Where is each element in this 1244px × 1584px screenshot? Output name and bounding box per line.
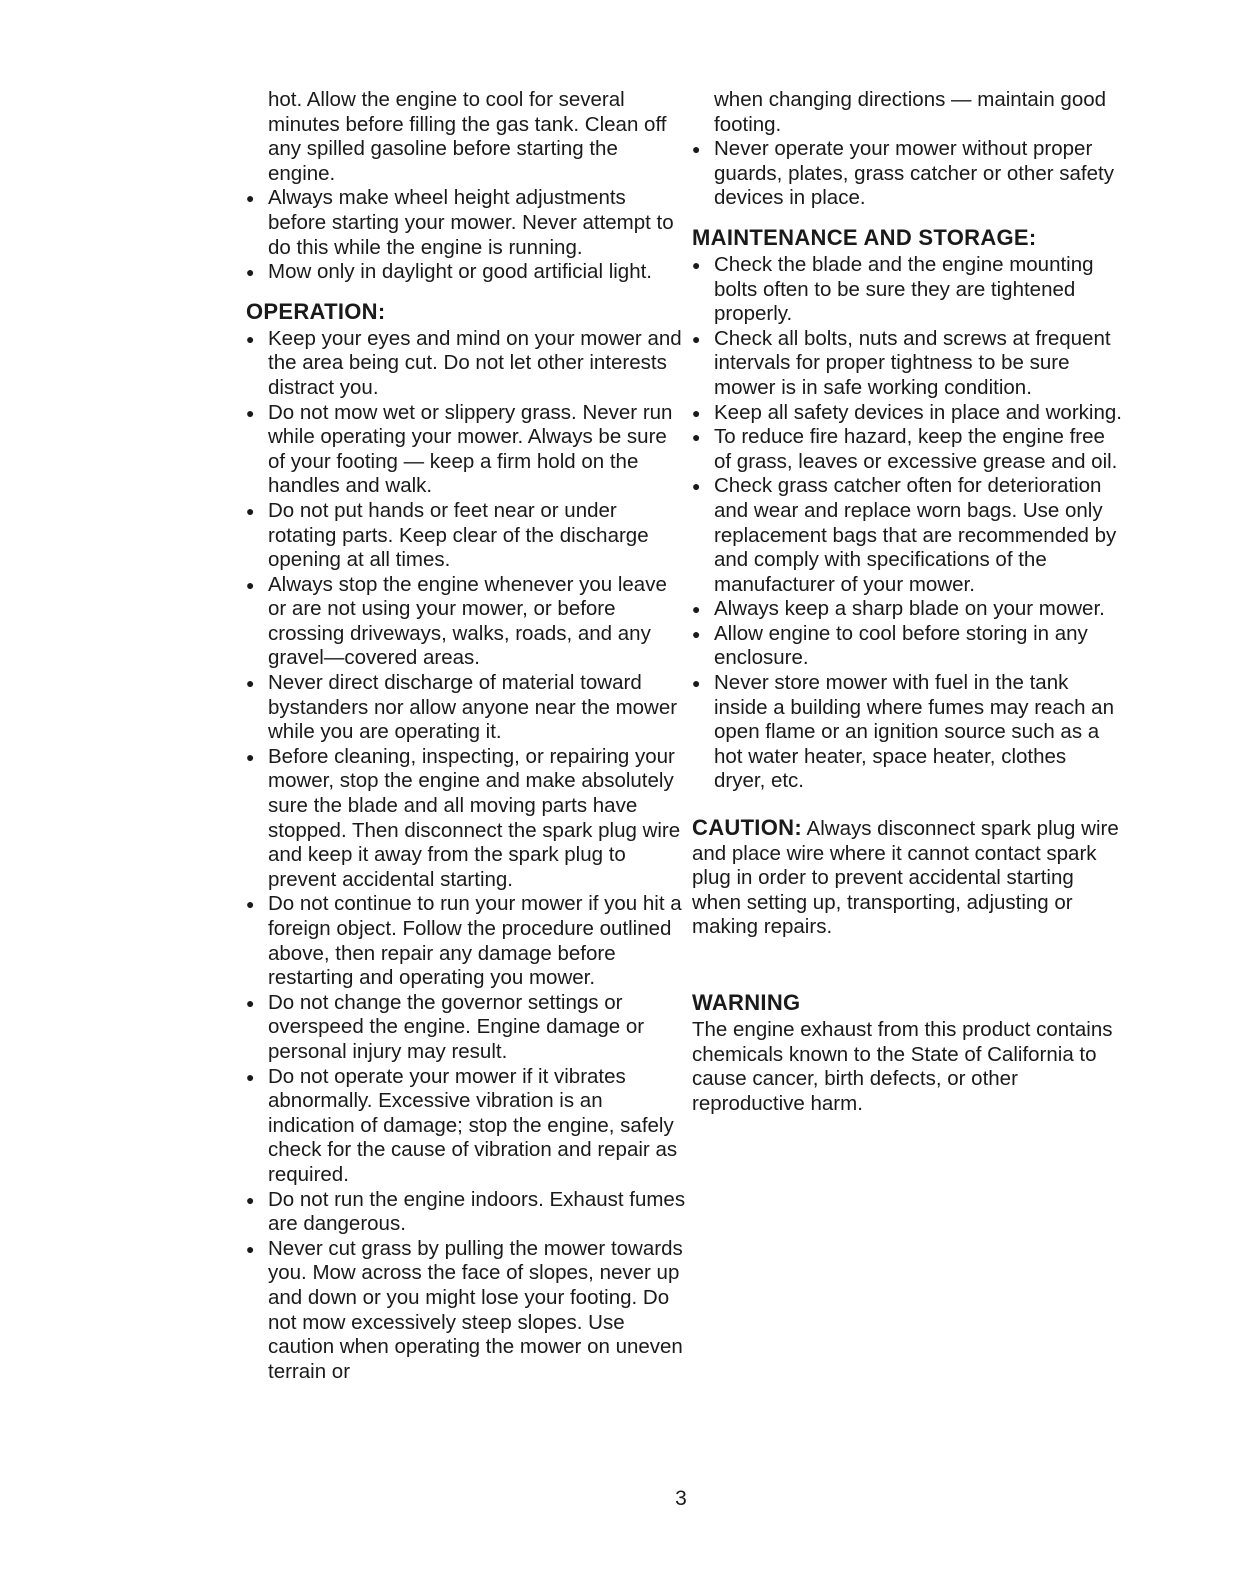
- warning-block: [692, 990, 1122, 1116]
- list-item: ● Check grass catcher often for deterioration and wear and replace worn bags. Use only replacement bags that are recommended by and comply with specifications of the manufacturer of your mower.: [692, 474, 1117, 596]
- caution-paragraph: [692, 816, 1122, 940]
- bullet-icon: ●: [246, 896, 255, 913]
- left-column: [246, 88, 686, 1384]
- bullet-icon: ●: [246, 576, 255, 593]
- bullet-icon: ●: [692, 429, 701, 446]
- list-item: ● Do not continue to run your mower if you hit a foreign object. Follow the procedure outlined above, then repair any damage before restarting and operating you mower.: [246, 892, 682, 990]
- list-item: ● Always make wheel height adjustments before starting your mower. Never attempt to do this while the engine is running.: [246, 186, 674, 259]
- bullet-icon: ●: [246, 1068, 255, 1085]
- list-item: ● Always keep a sharp blade on your mower.: [692, 597, 1105, 621]
- bullet-icon: ●: [692, 330, 701, 347]
- bullet-icon: ●: [246, 330, 255, 347]
- intro-paragraph: hot. Allow the engine to cool for several minutes before filling the gas tank. Clean off any spilled gasoline before starting the engine.: [268, 88, 667, 185]
- list-item: ● Keep your eyes and mind on your mower and the area being cut. Do not let other interests distract you.: [246, 326, 682, 399]
- warning-heading: WARNING: [692, 990, 801, 1015]
- caution-label: CAUTION:: [692, 815, 802, 841]
- list-item: ● Allow engine to cool before storing in any enclosure.: [692, 621, 1088, 670]
- list-item: ● Mow only in daylight or good artificial light.: [246, 260, 652, 284]
- warning-text: The engine exhaust from this product contains chemicals known to the State of California to cause cancer, birth defects, or other reproductive harm.: [692, 1018, 1113, 1115]
- bullet-icon: ●: [246, 748, 255, 765]
- page-number: 3: [675, 1487, 687, 1510]
- operation-heading: OPERATION:: [246, 298, 386, 324]
- list-item: ● Before cleaning, inspecting, or repairing your mower, stop the engine and make absolutely sure the blade and all moving parts have stopped. Then disconnect the spark plug wire and keep it away from the spark plug to prevent accidental starting.: [246, 744, 681, 891]
- bullet-icon: ●: [692, 256, 701, 273]
- list-item: ● Check all bolts, nuts and screws at frequent intervals for proper tightness to be sure mower is in safe working condition.: [692, 326, 1111, 399]
- list-item: ● Do not mow wet or slippery grass. Never run while operating your mower. Always be sure of your footing — keep a firm hold on the handles and walk.: [246, 400, 673, 498]
- bullet-icon: ●: [692, 141, 701, 158]
- bullet-icon: ●: [246, 994, 255, 1011]
- list-item: ● Check the blade and the engine mounting bolts often to be sure they are tightened properly.: [692, 252, 1094, 326]
- pre-operation-list: [246, 186, 686, 284]
- maintenance-heading: MAINTENANCE AND STORAGE:: [692, 224, 1037, 250]
- list-item: ● Never cut grass by pulling the mower towards you. Mow across the face of slopes, never up and down or you might lose your footing. Do not mow excessively steep slopes. Use caution when operating the mower on uneven terrain or: [246, 1236, 683, 1383]
- continuation-paragraph: when changing directions — maintain good footing.: [714, 88, 1107, 136]
- bullet-icon: ●: [246, 1240, 255, 1257]
- list-item: ● Always stop the engine whenever you leave or are not using your mower, or before crossing driveways, walks, roads, and any gravel—covered areas.: [246, 572, 667, 670]
- list-item: ● Do not operate your mower if it vibrates abnormally. Excessive vibration is an indication of damage; stop the engine, safely check for the cause of vibration and repair as required.: [246, 1064, 678, 1186]
- right-column: [692, 88, 1122, 1116]
- bullet-icon: ●: [246, 1191, 255, 1208]
- bullet-icon: ●: [246, 502, 255, 519]
- bullet-icon: ●: [692, 601, 701, 618]
- bullet-icon: ●: [246, 675, 255, 692]
- bullet-icon: ●: [692, 675, 701, 692]
- list-item: ● Never direct discharge of material toward bystanders nor allow anyone near the mower while you are operating it.: [246, 671, 678, 744]
- bullet-icon: ●: [692, 478, 701, 495]
- list-item: ● Keep all safety devices in place and working.: [692, 400, 1122, 424]
- list-item: ● Never operate your mower without proper guards, plates, grass catcher or other safety devices in place.: [692, 137, 1114, 210]
- maintenance-list: [692, 253, 1122, 794]
- pre-maintenance-list: [692, 137, 1122, 211]
- bullet-icon: ●: [246, 264, 255, 281]
- list-item: ● Do not put hands or feet near or under rotating parts. Keep clear of the discharge opening at all times.: [246, 498, 649, 572]
- list-item: ● To reduce fire hazard, keep the engine free of grass, leaves or excessive grease and oil.: [692, 425, 1118, 473]
- list-item: ● Do not change the governor settings or overspeed the engine. Engine damage or personal injury may result.: [246, 990, 645, 1063]
- bullet-icon: ●: [692, 404, 701, 421]
- list-item: ● Do not run the engine indoors. Exhaust fumes are dangerous.: [246, 1187, 686, 1236]
- bullet-icon: ●: [692, 625, 701, 642]
- operation-list: [246, 327, 686, 1385]
- list-item: ● Never store mower with fuel in the tank inside a building where fumes may reach an open flame or an ignition source such as a hot water heater, space heater, clothes dryer, etc.: [692, 671, 1114, 793]
- bullet-icon: ●: [246, 404, 255, 421]
- bullet-icon: ●: [246, 190, 255, 207]
- caution-text: Always disconnect spark plug wire and place wire where it cannot contact spark plug in order to prevent accidental starting when setting up, transporting, adjusting or making repairs.: [692, 817, 1119, 939]
